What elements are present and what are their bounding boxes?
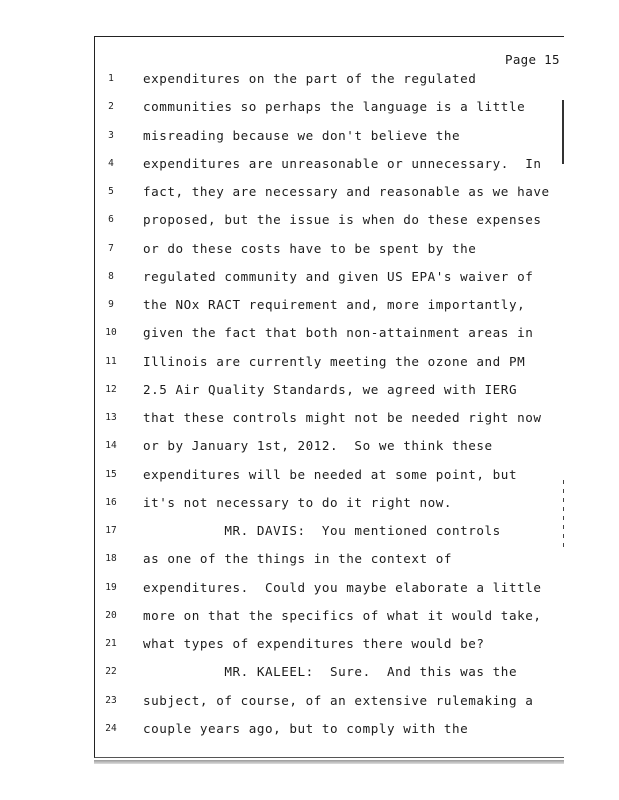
line-number: 18 — [105, 553, 117, 565]
transcript-line — [0, 184, 600, 204]
line-text: what types of expenditures there would be? — [143, 636, 485, 651]
line-number: 15 — [105, 468, 117, 480]
transcript-line — [0, 99, 600, 119]
line-text: proposed, but the issue is when do these expenses — [143, 212, 542, 228]
line-text: regulated community and given US EPA's waiver of — [143, 268, 534, 284]
line-text: or do these costs have to be spent by the — [143, 240, 477, 256]
line-text: 2.5 Air Quality Standards, we agreed with IERG — [143, 381, 518, 397]
transcript-line — [0, 467, 600, 487]
line-number: 6 — [108, 214, 114, 226]
transcript-line — [0, 156, 600, 176]
transcript-line — [0, 410, 600, 430]
line-number: 12 — [105, 383, 117, 395]
line-number: 2 — [108, 101, 114, 113]
line-number: 9 — [108, 299, 114, 310]
line-number: 16 — [105, 496, 117, 508]
transcript-line — [0, 297, 600, 317]
line-text: expenditures will be needed at some point, but — [143, 466, 518, 482]
transcript-line — [0, 354, 600, 374]
line-text: couple years ago, but to comply with the — [143, 720, 469, 736]
line-number: 22 — [105, 666, 117, 678]
line-number: 24 — [105, 722, 117, 734]
line-number: 19 — [105, 581, 117, 593]
line-text: expenditures are unreasonable or unnecessary. In — [143, 155, 542, 171]
transcript-line — [0, 495, 600, 515]
line-number: 20 — [105, 609, 117, 621]
line-number: 3 — [108, 129, 114, 141]
line-number: 21 — [105, 638, 117, 649]
line-number: 5 — [108, 186, 114, 197]
transcript-line — [0, 438, 600, 458]
line-text: that these controls might not be needed right now — [143, 410, 542, 425]
line-number: 1 — [108, 73, 114, 84]
line-text: as one of the things in the context of — [143, 551, 453, 567]
transcript-line — [0, 325, 600, 345]
transcript-line — [0, 71, 600, 91]
transcript-line — [0, 636, 600, 656]
line-number: 7 — [108, 242, 114, 254]
transcript-line — [0, 721, 600, 741]
line-text: expenditures. Could you maybe elaborate a little — [143, 579, 542, 595]
line-number: 14 — [105, 440, 117, 452]
line-text: expenditures on the part of the regulated — [143, 71, 477, 86]
line-text: misreading because we don't believe the — [143, 127, 461, 143]
transcript-line — [0, 128, 600, 148]
page-number: Page 15 — [505, 52, 560, 67]
line-text: it's not necessary to do it right now. — [143, 494, 453, 510]
transcript-line — [0, 269, 600, 289]
line-text: subject, of course, of an extensive rulemaking a — [143, 692, 534, 708]
line-text: fact, they are necessary and reasonable as we have — [143, 184, 550, 199]
line-text: communities so perhaps the language is a little — [143, 99, 526, 115]
line-text: or by January 1st, 2012. So we think these — [143, 438, 493, 454]
line-text: more on that the specifics of what it would take, — [143, 607, 542, 623]
transcript-line — [0, 382, 600, 402]
line-number: 11 — [105, 355, 117, 367]
transcript-line — [0, 241, 600, 261]
line-text: MR. KALEEL: Sure. And this was the — [143, 664, 518, 680]
line-text: the NOx RACT requirement and, more importantly, — [143, 297, 526, 312]
transcript-line — [0, 580, 600, 600]
transcript-line — [0, 523, 600, 543]
line-text: MR. DAVIS: You mentioned controls — [143, 523, 501, 538]
line-text: given the fact that both non-attainment areas in — [143, 325, 534, 341]
page-bottom-shadow — [94, 760, 564, 764]
line-number: 23 — [105, 694, 117, 706]
transcript-line — [0, 664, 600, 684]
line-number: 10 — [105, 327, 117, 339]
line-text: Illinois are currently meeting the ozone and PM — [143, 353, 526, 369]
transcript-line — [0, 608, 600, 628]
line-number: 4 — [108, 157, 114, 169]
transcript-line — [0, 693, 600, 713]
line-number: 17 — [105, 525, 117, 536]
transcript-line — [0, 212, 600, 232]
line-number: 13 — [105, 412, 117, 423]
transcript-line — [0, 551, 600, 571]
line-number: 8 — [108, 270, 114, 282]
